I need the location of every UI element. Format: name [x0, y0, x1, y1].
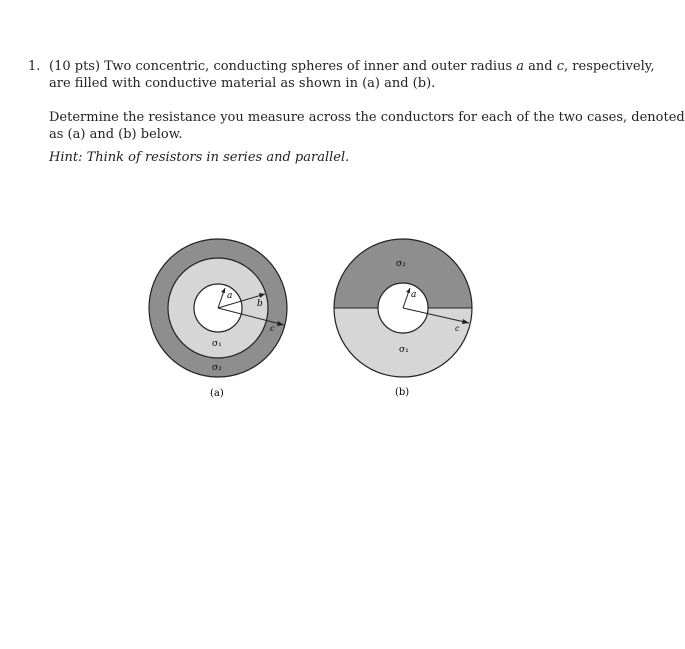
figure-a-caption: (a) — [210, 388, 224, 399]
figure-b-caption: (b) — [395, 387, 410, 398]
figure-a-label-c: c — [270, 324, 275, 333]
variable-c: c — [556, 59, 565, 74]
problem-line-2: are filled with conductive material as shown in (a) and (b). — [49, 76, 436, 91]
problem-text-1c: , respectively, — [564, 59, 655, 74]
figure-a-label-b: b — [257, 299, 263, 309]
figure-b-material-sigma2: σ₂ — [396, 259, 406, 269]
problem-points: (10 pts) — [49, 59, 101, 74]
figure-a — [149, 239, 287, 399]
figure-b — [334, 239, 472, 398]
problem-text-1b: and — [524, 59, 557, 74]
problem-line-3: Determine the resistance you measure across the conductors for each of the two cases, denoted — [49, 110, 685, 125]
figure-a-label-a: a — [227, 291, 233, 301]
figure-a-material-sigma1: σ₁ — [212, 339, 222, 349]
figure-a-material-sigma2: σ₂ — [212, 363, 222, 373]
hint-text: Hint: Think of resistors in series and parallel. — [49, 150, 350, 165]
problem-text-1a: Two concentric, conducting spheres of inner and outer radius — [100, 59, 517, 74]
figure-b-label-c: c — [455, 324, 460, 333]
variable-a: a — [516, 59, 525, 74]
figure-b-material-sigma1: σ₁ — [399, 345, 409, 355]
problem-line-4: as (a) and (b) below. — [49, 127, 183, 142]
figure-b-label-a: a — [411, 290, 417, 300]
problem-number: 1. — [28, 59, 41, 74]
